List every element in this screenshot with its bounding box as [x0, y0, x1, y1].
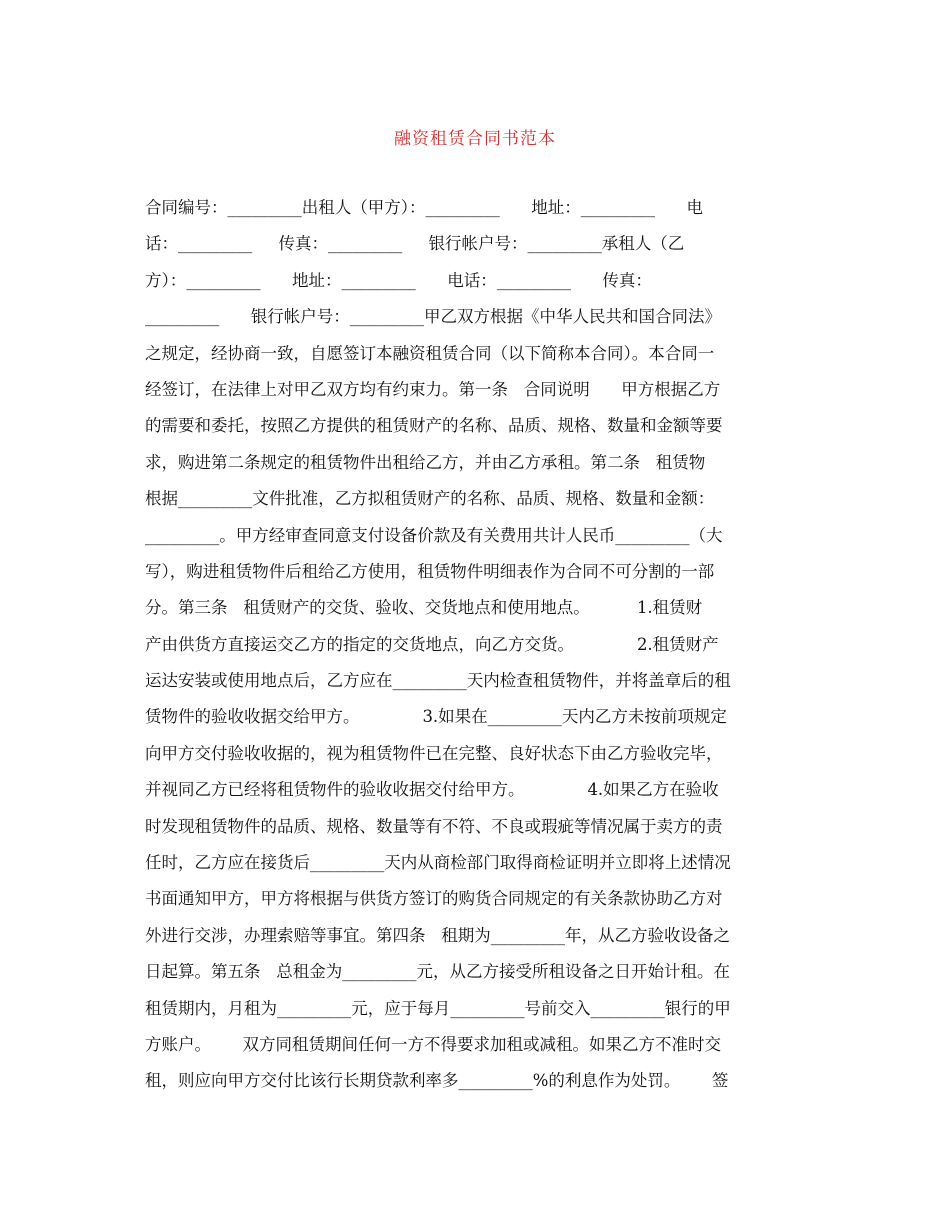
body-line: 方）：_________ 地址：_________ 电话：_________ 传真：: [145, 270, 652, 290]
body-line: 合同编号：_________出租人（甲方）：_________ 地址：_________ 电: [145, 198, 703, 217]
body-line: 外进行交涉，办理索赔等事宜。第四条 租期为_________年，从乙方验收设备之: [145, 925, 730, 945]
body-line: _________。甲方经审查同意支付设备价款及有关费用共计人民币_________（大: [145, 525, 723, 545]
body-line: 租，则应向甲方交付比该行长期贷款利率多_________%的利息作为处罚。 签: [145, 1071, 729, 1091]
body-line: 日起算。第五条 总租金为_________元，从乙方接受所租设备之日开始计租。在: [145, 962, 730, 982]
body-line: 并视同乙方已经将租赁物件的验收收据交付给甲方。 4.如果乙方在验收: [145, 780, 719, 800]
body-line: 书面通知甲方，甲方将根据与供货方签订的购货合同规定的有关条款协助乙方对: [145, 889, 723, 909]
body-line: 向甲方交付验收收据的，视为租赁物件已在完整、良好状态下由乙方验收完毕，: [145, 743, 723, 763]
body-line: 分。第三条 租赁财产的交货、验收、交货地点和使用地点。 1.租赁财: [145, 598, 703, 618]
body-line: 租赁期内，月租为_________元，应于每月_________号前交入_________银行的甲: [145, 998, 731, 1018]
body-line: 经签订，在法律上对甲乙双方均有约束力。第一条 合同说明 甲方根据乙方: [145, 379, 721, 399]
body-line: 赁物件的验收收据交给甲方。 3.如果在_________天内乙方未按前项规定: [145, 707, 727, 727]
body-line: 时发现租赁物件的品质、规格、数量等有不符、不良或瑕疵等情况属于卖方的责: [145, 816, 723, 836]
body-line: 话：_________ 传真：_________ 银行帐户号：_________承租人（乙: [145, 234, 685, 254]
body-line: _________ 银行帐户号：_________甲乙双方根据《中华人民共和国合同法》: [145, 307, 721, 327]
body-line: 运达安装或使用地点后，乙方应在_________天内检查租赁物件，并将盖章后的租: [145, 671, 731, 691]
body-line: 方账户。 双方同租赁期间任何一方不得要求加租或减租。如果乙方不准时交: [145, 1034, 721, 1054]
document-title: 融资租赁合同书范本: [394, 129, 556, 149]
body-line: 写），购进租赁物件后租给乙方使用，租赁物件明细表作为合同不可分割的一部: [145, 561, 715, 581]
body-line: 根据_________文件批准，乙方拟租赁财产的名称、品质、规格、数量和金额：: [145, 489, 715, 509]
body-line: 产由供货方直接运交乙方的指定的交货地点，向乙方交货。 2.租赁财产: [145, 634, 719, 654]
body-line: 的需要和委托，按照乙方提供的租赁财产的名称、品质、规格、数量和金额等要: [145, 416, 723, 436]
contract-body: [145, 190, 815, 1100]
body-line: 之规定，经协商一致，自愿签订本融资租赁合同（以下简称本合同）。本合同一: [145, 343, 715, 363]
body-line: 任时，乙方应在接货后_________天内从商检部门取得商检证明并立即将上述情况: [145, 853, 731, 873]
body-line: 求，购进第二条规定的租赁物件出租给乙方，并由乙方承租。第二条 租赁物: [145, 452, 706, 472]
